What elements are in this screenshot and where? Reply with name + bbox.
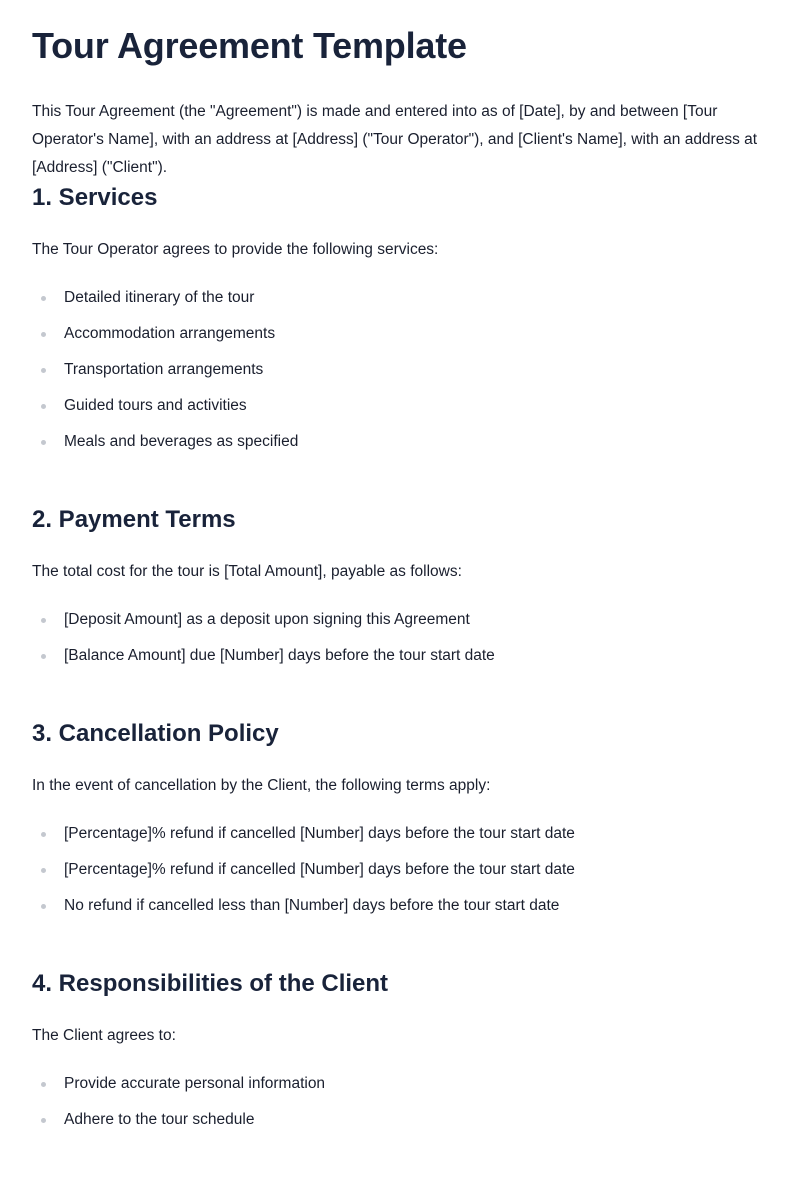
list-item: [Deposit Amount] as a deposit upon signing this Agreement — [32, 608, 768, 632]
list-item: No refund if cancelled less than [Number] days before the tour start date — [32, 894, 768, 918]
section-payment-terms — [32, 504, 768, 668]
section-lead: The total cost for the tour is [Total Amount], payable as follows: — [32, 563, 462, 580]
section-services — [32, 182, 768, 454]
section-lead: The Tour Operator agrees to provide the following services: — [32, 241, 439, 258]
list-item: [Percentage]% refund if cancelled [Number] days before the tour start date — [32, 858, 768, 882]
section-lead: In the event of cancellation by the Client, the following terms apply: — [32, 777, 491, 794]
list-item: Adhere to the tour schedule — [32, 1108, 768, 1132]
intro-paragraph: This Tour Agreement (the "Agreement") is made and entered into as of [Date], by and between [Tour Operator's Name], with an address at [Address] ("Tour Operator"), and [Client's Name], with an address at [Address] ("Client"). — [32, 103, 758, 176]
bullet-list — [32, 1072, 768, 1132]
section-cancellation-policy — [32, 718, 768, 918]
list-item: Detailed itinerary of the tour — [32, 286, 768, 310]
section-heading: 2. Payment Terms — [32, 506, 236, 533]
list-item: Provide accurate personal information — [32, 1072, 768, 1096]
section-lead: The Client agrees to: — [32, 1027, 176, 1044]
list-item: Meals and beverages as specified — [32, 430, 768, 454]
bullet-list — [32, 608, 768, 668]
section-heading: 3. Cancellation Policy — [32, 720, 279, 747]
list-item: Guided tours and activities — [32, 394, 768, 418]
bullet-list — [32, 822, 768, 918]
section-client-responsibilities — [32, 968, 768, 1132]
section-heading: 4. Responsibilities of the Client — [32, 970, 389, 997]
document-title: Tour Agreement Template — [32, 25, 467, 66]
list-item: [Balance Amount] due [Number] days before the tour start date — [32, 644, 768, 668]
list-item: Accommodation arrangements — [32, 322, 768, 346]
list-item: [Percentage]% refund if cancelled [Number] days before the tour start date — [32, 822, 768, 846]
list-item: Transportation arrangements — [32, 358, 768, 382]
section-heading: 1. Services — [32, 184, 158, 211]
bullet-list — [32, 286, 768, 454]
